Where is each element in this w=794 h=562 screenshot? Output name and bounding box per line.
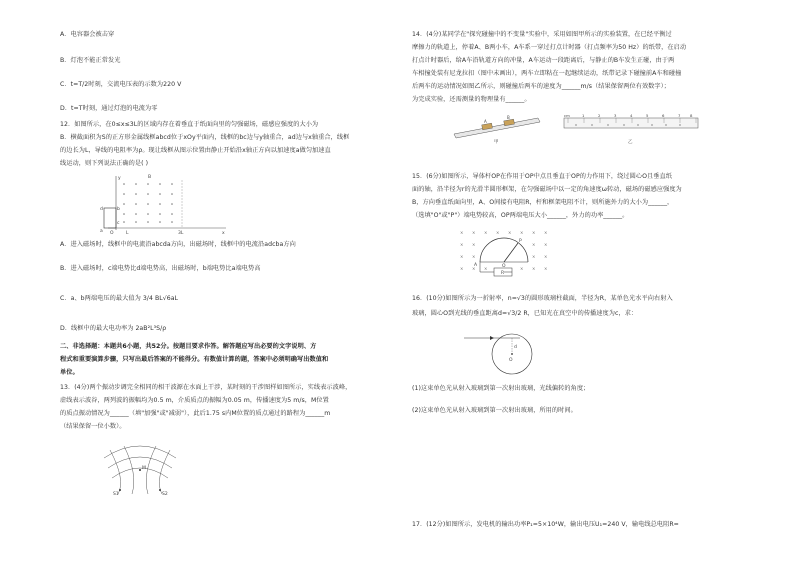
label-o: O (509, 358, 513, 363)
q12-option-b: B．进入磁场时，c端电势比d端电势高，出磁场时，b端电势比a端电势高 (60, 265, 261, 272)
label-b: B (507, 115, 510, 120)
ray-arrow (490, 336, 494, 340)
tick-2: 2 (598, 113, 601, 118)
svg-text:×: × (472, 266, 476, 271)
q16-sub-1: (1)这束单色光从射入玻璃到第一次射出玻璃，光线偏转的角度； (412, 385, 590, 392)
q15-line-3: B，方向垂直纸面向里，A、O间接有电阻R，杆和框架电阻不计，则所施外力的大小为______， (412, 199, 674, 206)
svg-text:×: × (544, 242, 548, 247)
field-dots (123, 183, 173, 223)
tick-1: 1 (582, 113, 585, 118)
q12-line-4: 线运动，则下列说法正确的是( ) (60, 160, 149, 167)
unit-cm: cm (564, 113, 570, 118)
svg-text:×: × (496, 230, 500, 235)
q13-line-1: 13．(4分)两个振动步调完全相同的相干波源在水面上干涉，某时刻的干涉图样如图所示，实线表示波峰， (60, 384, 352, 391)
track (454, 118, 540, 138)
q12-line-3: 的边长为L，导线的电阻率为ρ。现让线框从图示位置由静止开始沿x轴正方向以加速度a做匀加速直 (60, 147, 331, 154)
label-s2: S2 (162, 492, 168, 497)
q17-line-1: 17．(12分)如图所示，发电机的输出功率P₁=5×10⁴W，输出电压U₁=240 V，输电线总电阻R= (412, 521, 679, 528)
label-y: y (118, 176, 121, 181)
option-a-prev: A．电容器会被击穿 (60, 31, 115, 38)
label-p: P (519, 239, 522, 244)
label-o: O (502, 264, 506, 269)
label-d: d (100, 207, 103, 212)
tick-8-cm: 8 (690, 113, 693, 118)
svg-text:×: × (472, 254, 476, 259)
q13-figure (100, 440, 180, 496)
option-c-prev: C．t=T/2时刻，交流电压表的示数为220 V (60, 81, 182, 88)
q15-figure (456, 226, 552, 284)
point-m (139, 469, 141, 471)
tick-6: 6 (662, 113, 665, 118)
q13-line-3: 的质点振动情况为______（填"加强"或"减弱"），此后1.75 s内M位置的质点通过的路程为______m (60, 410, 331, 417)
svg-text:×: × (460, 254, 464, 259)
q13-line-2: 虚线表示波谷，两列波的振幅均为0.5 m，介质质点的振幅为0.05 m，传播速度为5 m/s，M位置 (60, 397, 329, 404)
q12-option-d: D．线框中的最大电功率为 2aB²L³S/ρ (60, 325, 167, 332)
tick-5: 5 (646, 113, 649, 118)
q15-line-4: （选填"O"或"P"）端电势较高，OP两端电压大小______，外力的功率______。 (412, 212, 629, 219)
svg-text:×: × (532, 230, 536, 235)
svg-text:×: × (484, 266, 488, 271)
q12-option-c: C．a、b两端电压的最大值为 3/4 BL√6aL (60, 295, 179, 302)
svg-text:×: × (472, 230, 476, 235)
tick-4: 4 (630, 113, 633, 118)
q16-line-2: 玻璃，圆心O到光线的垂直距离d=√3/2 R，已知光在真空中的传播速度为c，求： (412, 310, 638, 317)
svg-text:×: × (532, 266, 536, 271)
source-s2 (159, 489, 161, 491)
label-o: O (110, 231, 114, 236)
svg-text:×: × (472, 242, 476, 247)
label-a: A (484, 119, 487, 124)
label-d: d (514, 345, 517, 350)
label-a-node: A (474, 263, 478, 268)
svg-text:×: × (520, 230, 524, 235)
label-yi: 乙 (628, 140, 633, 145)
q14-figure-b (562, 112, 702, 146)
q12-figure (94, 172, 234, 236)
option-b-prev: B．灯泡不能正常发光 (60, 57, 121, 64)
q14-line-3: 打点计时器后，给A车沿轨道方向的冲量，A车运动一段距离后，与静止的B车发生正碰，由于两 (412, 57, 675, 64)
q15-line-2: 面的轴，沿半径为r的光滑半圆形框架，在匀强磁场中以一定的角速度ω转动，磁场的磁感应强度为 (412, 186, 682, 193)
center-o (511, 353, 513, 355)
q16-figure (460, 326, 570, 378)
q14-line-2: 摩擦力的轨道上，停着A、B两小车，A车系一穿过打点计时器（打点频率为50 Hz）的纸带，在启动 (412, 44, 687, 51)
label-3l: 3L (178, 231, 184, 236)
q16-line-1: 16．(10分)如图所示为一折射率，n=√3的圆形玻璃柱截面，半径为R，某单色光水平向右射入 (412, 295, 673, 302)
wire-frame (104, 208, 116, 228)
label-l: L (126, 231, 129, 236)
svg-text:×: × (484, 230, 488, 235)
svg-text:×: × (460, 266, 464, 271)
q12-line-2: B．横截面积为S的正方形金属线框abcd位于xOy平面内，线框的bc边与y轴重合，ad边与x轴重合，线框 (60, 134, 350, 141)
svg-text:×: × (544, 266, 548, 271)
label-b-field: B (148, 175, 152, 180)
svg-text:×: × (460, 230, 464, 235)
label-x: x (222, 231, 225, 236)
q14-figure-a (452, 112, 542, 144)
svg-text:×: × (460, 242, 464, 247)
svg-text:×: × (508, 230, 512, 235)
tick-3: 3 (614, 113, 617, 118)
rod-op (504, 243, 518, 262)
label-m: M (142, 466, 146, 471)
q15-line-1: 15．(6分)如图所示，导体杆OP在作用于OP中点且垂直于OP的力作用下，绕过圆心O且垂直纸 (412, 173, 672, 180)
label-jia: 甲 (494, 140, 499, 145)
svg-text:×: × (544, 230, 548, 235)
label-a: a (100, 229, 103, 234)
source-s1 (119, 489, 121, 491)
q14-line-6: 为完成实验，还需测量的物理量有______。 (412, 96, 531, 103)
section2-line-2: 程式和重要演算步骤，只写出最后答案的不能得分。有数值计算的题，答案中必须明确写出数值和 (60, 356, 329, 363)
svg-text:×: × (520, 266, 524, 271)
q12-option-a: A．进入磁场时，线框中的电流沿abcda方向，出磁场时，线框中的电流沿adcba方向 (60, 241, 296, 248)
label-b: b (117, 207, 120, 212)
q14-line-4: 车相撞处装有尼龙拉扣（图中未画出），两车立即粘在一起继续运动，纸带记录下碰撞前A车和碰撞 (412, 70, 682, 77)
label-r: R (501, 271, 505, 276)
svg-text:×: × (532, 242, 536, 247)
q13-line-4: （结果保留一位小数）。 (60, 423, 126, 430)
section2-line-3: 单位。 (60, 369, 79, 376)
q14-line-1: 14．(4分)某同学在"探究碰撞中的不变量"实验中，采用如图甲所示的实验装置，在已经平衡过 (412, 31, 672, 38)
section2-line-1: 二、非选择题：本题共6小题，共52分。按题目要求作答。解答题应写出必要的文字说明、方 (60, 343, 317, 350)
label-c: c (117, 221, 120, 226)
q16-sub-2: (2)这束单色光从射入玻璃到第一次射出玻璃，所用的时间。 (412, 407, 577, 414)
q14-line-5: 后两车的运动情况如图乙所示，则碰撞后两车的速度为______m/s（结果保留两位有效数字）； (412, 83, 671, 90)
svg-text:×: × (544, 254, 548, 259)
option-d-prev: D．t=T时刻，通过灯泡的电流为零 (60, 105, 158, 112)
label-s1: S1 (113, 492, 119, 497)
svg-text:×: × (532, 254, 536, 259)
q12-line-1: 12．如图所示，在0≤x≤3L的区域内存在着垂直于纸面向里的匀强磁场，磁感应强度的大小为 (60, 121, 319, 128)
tick-7: 7 (678, 113, 681, 118)
